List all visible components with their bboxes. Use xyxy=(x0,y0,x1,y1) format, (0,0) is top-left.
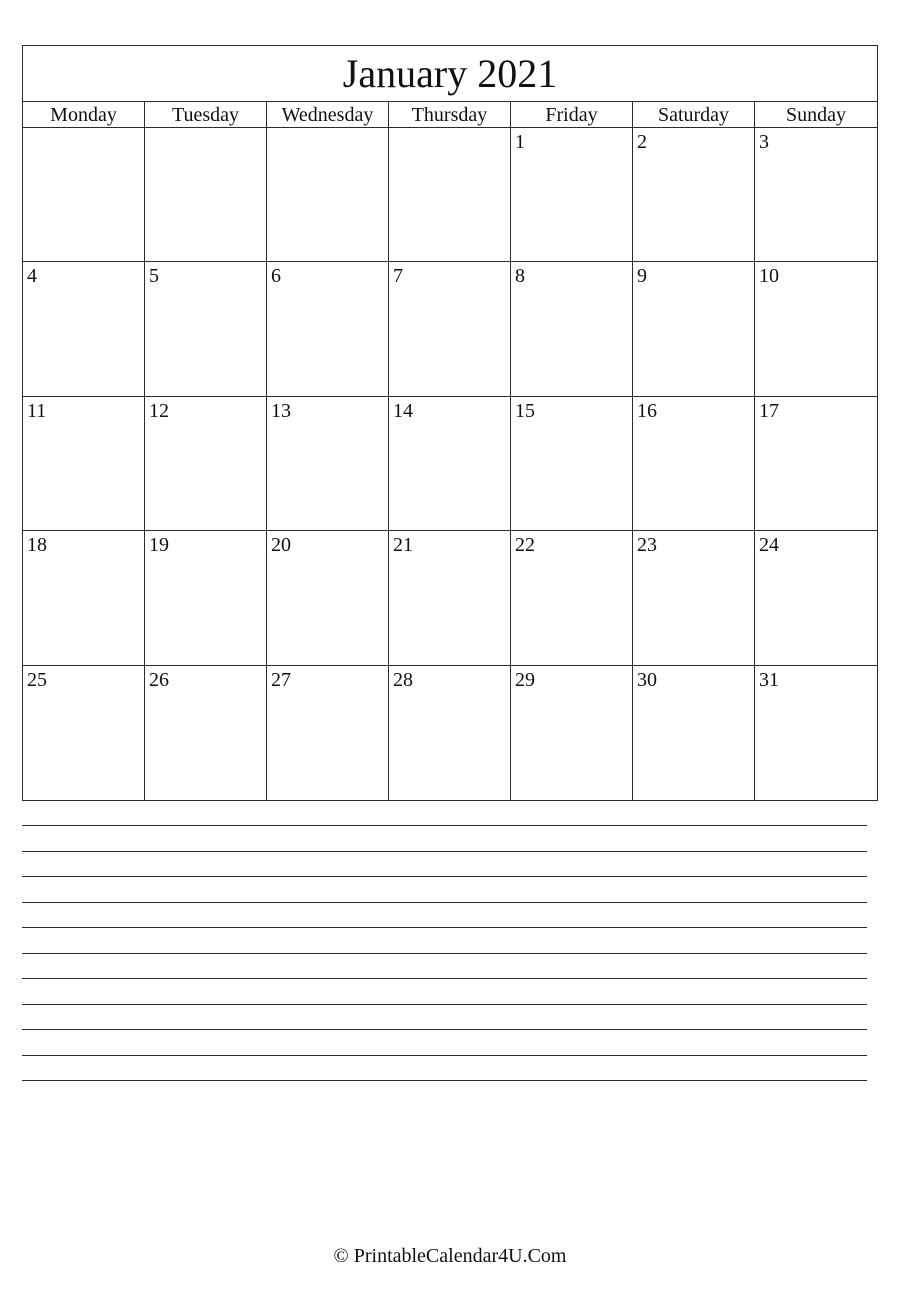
notes-area xyxy=(22,825,867,1106)
day-number: 10 xyxy=(759,265,779,288)
day-cell xyxy=(145,531,267,665)
day-number: 28 xyxy=(393,668,413,691)
day-cell xyxy=(389,262,511,396)
weekday-friday: Friday xyxy=(511,102,633,128)
weekday-tuesday: Tuesday xyxy=(145,102,267,128)
day-cell xyxy=(23,262,145,396)
note-line xyxy=(22,953,867,979)
day-number: 5 xyxy=(149,265,159,288)
day-cell xyxy=(23,128,145,262)
day-number: 12 xyxy=(149,399,169,422)
weekday-sunday: Sunday xyxy=(786,104,846,126)
day-number: 6 xyxy=(271,265,281,288)
day-cell xyxy=(23,666,145,800)
day-cell xyxy=(267,262,389,396)
day-number: 1 xyxy=(515,131,525,153)
day-number: 14 xyxy=(393,399,413,422)
day-number: 19 xyxy=(149,534,169,557)
day-cell xyxy=(389,397,511,531)
note-line xyxy=(22,927,867,953)
note-line xyxy=(22,851,867,877)
day-number: 3 xyxy=(759,131,769,153)
day-number: 7 xyxy=(393,265,403,288)
day-number: 31 xyxy=(759,668,779,691)
day-cell xyxy=(145,397,267,531)
day-cell xyxy=(511,397,633,531)
day-cell xyxy=(511,531,633,665)
weekday-saturday: Saturday xyxy=(633,102,755,128)
day-cell xyxy=(755,262,877,396)
day-cell xyxy=(267,531,389,665)
day-cell xyxy=(755,531,877,665)
note-line xyxy=(22,902,867,928)
day-cell xyxy=(511,262,633,396)
day-number: 26 xyxy=(149,668,169,691)
day-cell xyxy=(633,666,755,800)
day-cell xyxy=(389,531,511,665)
day-cell xyxy=(511,666,633,800)
calendar-days xyxy=(23,128,877,800)
note-line xyxy=(22,978,867,1004)
note-line xyxy=(22,1055,867,1081)
day-cell xyxy=(755,666,877,800)
day-cell xyxy=(389,666,511,800)
day-number: 17 xyxy=(759,399,779,422)
weekday-header-row xyxy=(23,102,877,128)
footer-copyright: © PrintableCalendar4U.Com xyxy=(333,1245,567,1267)
note-line xyxy=(22,1080,867,1106)
day-cell xyxy=(267,128,389,262)
day-number: 8 xyxy=(515,265,525,288)
weekday-wednesday: Wednesday xyxy=(267,102,389,128)
weekday-thursday: Thursday xyxy=(389,102,511,128)
day-cell xyxy=(145,128,267,262)
calendar-title: January 2021 xyxy=(23,46,877,102)
note-line xyxy=(22,825,867,851)
note-line xyxy=(22,876,867,902)
day-cell xyxy=(389,128,511,262)
day-cell xyxy=(755,128,877,262)
note-line xyxy=(22,1029,867,1055)
day-cell xyxy=(755,397,877,531)
day-cell xyxy=(633,531,755,665)
day-number: 2 xyxy=(637,131,647,153)
day-number: 4 xyxy=(27,265,37,288)
day-number: 15 xyxy=(515,399,535,422)
note-line xyxy=(22,1004,867,1030)
day-number: 22 xyxy=(515,534,535,557)
day-number: 21 xyxy=(393,534,413,557)
day-number: 13 xyxy=(271,399,291,422)
weekday-monday: Monday xyxy=(23,102,145,128)
day-number: 9 xyxy=(637,265,647,288)
day-cell xyxy=(511,128,633,262)
day-cell xyxy=(267,666,389,800)
day-cell xyxy=(633,397,755,531)
day-number: 20 xyxy=(271,534,291,557)
day-cell xyxy=(23,397,145,531)
day-number: 30 xyxy=(637,668,657,691)
day-cell xyxy=(145,262,267,396)
calendar-grid xyxy=(22,45,878,801)
day-number: 23 xyxy=(637,534,657,557)
day-number: 24 xyxy=(759,534,779,557)
day-number: 27 xyxy=(271,668,291,691)
day-cell xyxy=(633,128,755,262)
day-number: 11 xyxy=(27,399,47,422)
day-number: 25 xyxy=(27,668,47,691)
day-cell xyxy=(267,397,389,531)
day-number: 16 xyxy=(637,399,657,422)
day-number: 29 xyxy=(515,668,535,691)
day-cell xyxy=(633,262,755,396)
day-cell xyxy=(145,666,267,800)
day-cell xyxy=(23,531,145,665)
day-number: 18 xyxy=(27,534,47,557)
